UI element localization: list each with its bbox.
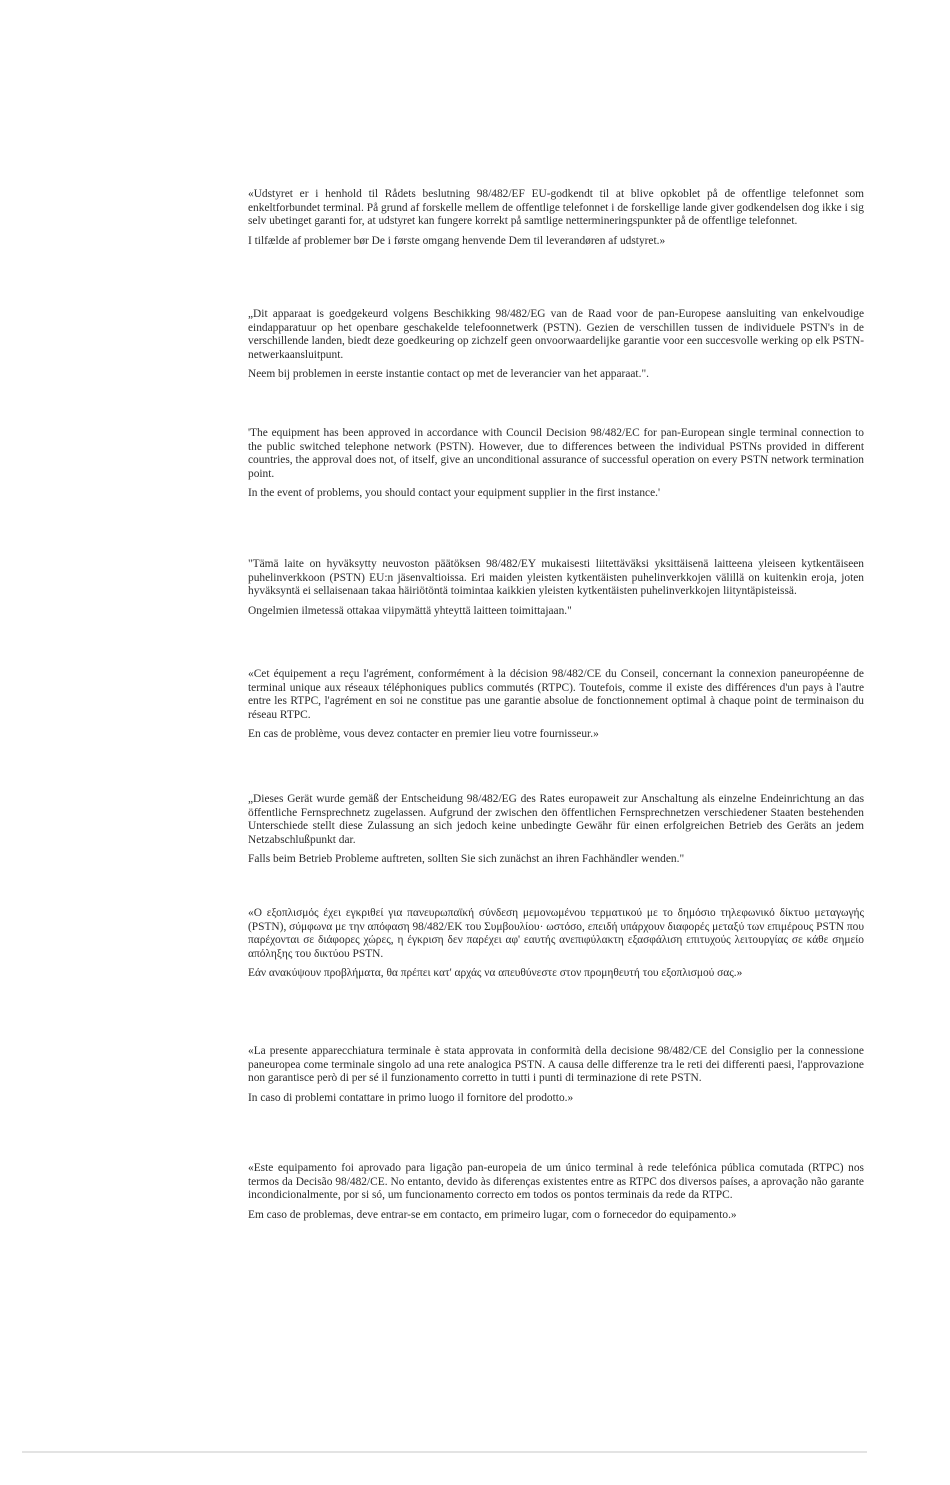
declaration-paragraph: Falls beim Betrieb Probleme auftreten, sollten Sie sich zunächst an ihren Fachhändler wenden." [248, 853, 685, 865]
declaration-paragraph: In the event of problems, you should contact your equipment supplier in the first instance.' [248, 487, 661, 499]
declaration-paragraph: «Udstyret er i henhold til Rådets beslutning 98/482/EF EU-godkendt til at blive opkoblet på de offentlige telefonnet som enkeltforbundet terminal. På grund af forskelle mellem de offentlige telefonnet i de forskellige lande giver godkendelsen dog ikke i sig selv ubetinget garanti for, at udstyret kan fungere korrekt på samtlige nettermineringspunkter på de offentlige telefonnet. [248, 188, 864, 227]
declaration-paragraph: Ongelmien ilmetessä ottakaa viipymättä yhteyttä laitteen toimittajaan." [248, 604, 572, 617]
declaration-portuguese [248, 1162, 864, 1222]
declaration-paragraph: «Cet équipement a reçu l'agrément, conformément à la décision 98/482/CE du Conseil, concernant la connexion paneuropéenne de terminal unique aux réseaux téléphoniques publics commutés (RTPC). Toutefois, comme il existe des différences d'un pays à l'autre entre les RTPC, l'agrément en soi ne constitue pas une garantie absolue de fonctionnement optimal à chaque point de terminaison du réseau RTPC. [248, 668, 864, 721]
declaration-paragraph: Em caso de problemas, deve entrar-se em contacto, em primeiro lugar, com o fornecedor do equipamento.» [248, 1208, 737, 1221]
declaration-german [248, 793, 864, 867]
declaration-greek [248, 907, 864, 981]
declaration-danish [248, 188, 864, 248]
declaration-paragraph: „Dieses Gerät wurde gemäß der Entscheidung 98/482/EG des Rates europaweit zur Anschaltung als einzelne Endeinrichtung an das öffentliche Fernsprechnetz zugelassen. Aufgrund der zwischen den öffentlichen Fernsprechnetzen verschiedener Staaten bestehenden Unterschiede stellt diese Zulassung an sich jedoch keine unbedingte Gewähr für einen erfolgreichen Betrieb des Geräts an jedem Netzabschlußpunkt dar. [248, 793, 864, 846]
declaration-paragraph: 'The equipment has been approved in accordance with Council Decision 98/482/EC for pan-European single terminal connection to the public switched telephone network (PSTN). However, due to differences between the individual PSTNs provided in different countries, the approval does not, of itself, give an unconditional assurance of successful operation on every PSTN network termination point. [248, 427, 864, 480]
declaration-paragraph: "Tämä laite on hyväksytty neuvoston päätöksen 98/482/EY mukaisesti liitettäväksi yksittäisenä laitteena yleiseen kytkentäiseen puhelinverkkoon (PSTN) EU:n jäsenvaltioissa. Eri maiden yleisten kytkentäisten puhelinverkkojen välillä on kuitenkin eroja, joten hyväksyntä ei sellaisenaan takaa häiriötöntä toimintaa kaikkien yleisten kytkentäisten puhelinverkkojen liityntäpisteissä. [248, 558, 864, 597]
declaration-english [248, 427, 864, 501]
declaration-paragraph: In caso di problemi contattare in primo luogo il fornitore del prodotto.» [248, 1091, 574, 1104]
declaration-paragraph: „Dit apparaat is goedgekeurd volgens Beschikking 98/482/EG van de Raad voor de pan-Europese aansluiting van enkelvoudige eindapparatuur op het openbare geschakelde telefoonnetwerk (PSTN). Gezien de verschillen tussen de individuele PSTN's in de verschillende landen, biedt deze goedkeuring op zichzelf geen onvoorwaardelijke garantie voor een succesvolle werking op elk PSTN-netwerkaansluitpunt. [248, 308, 864, 361]
declaration-finnish [248, 558, 864, 618]
declaration-paragraph: «La presente apparecchiatura terminale è stata approvata in conformità della decisione 98/482/CE del Consiglio per la connessione paneuropea come terminale singolo ad una rete analogica PSTN. A causa delle differenze tra le reti dei differenti paesi, l'approvazione non garantisce però di per sé il funzionamento corretto in tutti i punti di terminazione di rete PSTN. [248, 1045, 864, 1084]
declaration-italian [248, 1045, 864, 1105]
bottom-divider [22, 1451, 867, 1453]
declaration-paragraph: «Este equipamento foi aprovado para ligação pan-europeia de um único terminal à rede telefónica pública comutada (RTPC) nos termos da Decisão 98/482/CE. No entanto, devido às diferenças existentes entre as RTPC dos diversos países, a aprovação não garante incondicionalmente, por si só, um funcionamento correcto em todos os pontos terminais da rede da RTPC. [248, 1162, 864, 1201]
declaration-paragraph: Εάν ανακύψουν προβλήματα, θα πρέπει κατ' αρχάς να απευθύνεστε στον προμηθευτή του εξοπλισμού σας.» [248, 967, 743, 979]
declaration-paragraph: En cas de problème, vous devez contacter en premier lieu votre fournisseur.» [248, 728, 599, 740]
declaration-dutch [248, 308, 864, 382]
declaration-french [248, 668, 864, 742]
declaration-paragraph: I tilfælde af problemer bør De i første omgang henvende Dem til leverandøren af udstyret.» [248, 234, 666, 247]
declaration-paragraph: Neem bij problemen in eerste instantie contact op met de leverancier van het apparaat.". [248, 368, 649, 380]
declaration-paragraph: «Ο εξοπλισμός έχει εγκριθεί για πανευρωπαϊκή σύνδεση μεμονωμένου τερματικού με το δημόσιο τηλεφωνικό δίκτυο μεταγωγής (PSTN), σύμφωνα με την απόφαση 98/482/ΕΚ του Συμβουλίου· ωστόσο, επειδή υπάρχουν διαφορές μεταξύ των επιμέρους PSTN που παρέχονται σε διάφορες χώρες, η έγκριση δεν παρέχει αφ' εαυτής ανεπιφύλακτη εξασφάλιση επιτυχούς λειτουργίας σε κάθε σημείο απόληξης του δικτύου PSTN. [248, 907, 864, 960]
